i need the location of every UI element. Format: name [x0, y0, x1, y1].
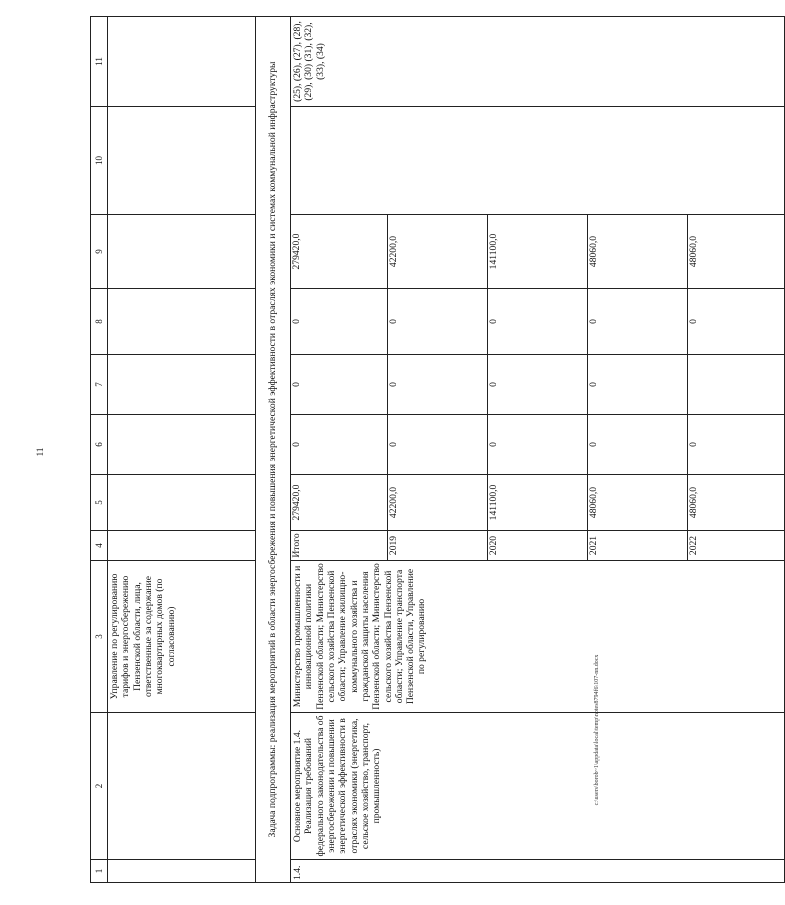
value-cell: 0 — [587, 355, 687, 414]
year-cell: 2022 — [687, 531, 784, 560]
years-list — [291, 531, 784, 560]
value-cell: 141100,0 — [488, 475, 588, 530]
col7-values — [291, 355, 784, 414]
value-cell: 279420,0 — [291, 233, 302, 270]
value-cell: 141100,0 — [488, 215, 588, 288]
value-cell: 48060,0 — [587, 475, 687, 530]
task-title: Задача подпрограммы: реализация мероприятий в области энергосбережения и повышения энергетической эффективности в отраслях экономики и системах коммунальной инфраструктуры — [256, 17, 291, 883]
value-cell: 48060,0 — [687, 475, 784, 530]
col-header: 6 — [91, 415, 108, 475]
measure-number: 1.4. — [291, 860, 785, 883]
col-header: 2 — [91, 713, 108, 860]
value-cell: 0 — [388, 289, 488, 354]
value-cell: 0 — [488, 289, 588, 354]
value-cell: 42200,0 — [388, 475, 488, 530]
col8-values — [291, 289, 784, 354]
col-header: 10 — [91, 107, 108, 215]
col-header: 9 — [91, 215, 108, 289]
value-cell: 0 — [687, 415, 784, 474]
value-cell: 0 — [291, 319, 302, 324]
col-header: 4 — [91, 531, 108, 561]
value-cell: 0 — [687, 289, 784, 354]
value-cell: 0 — [291, 382, 302, 387]
continuation-row — [108, 17, 256, 883]
measure-name: Основное мероприятие 1.4. Реализация требований федерального законодательства об энергосбережении и повышении энергетической эффективности в отраслях экономики (энергетика, сельское хозяйство, транспорт, промышленность) — [291, 713, 785, 860]
measure-row — [291, 17, 785, 883]
value-cell: 48060,0 — [587, 215, 687, 288]
continuation-executors: Управление по регулированию тарифов и энергосбережению Пензенской области, лица, ответственные за содержание многоквартирных домов (по согласованию) — [108, 561, 256, 713]
value-cell: 48060,0 — [687, 215, 784, 288]
col9-values — [291, 215, 784, 288]
col-header: 8 — [91, 289, 108, 355]
value-cell: 0 — [291, 442, 302, 447]
col-header: 11 — [91, 17, 108, 107]
value-cell: 42200,0 — [388, 215, 488, 288]
col-header: 5 — [91, 475, 108, 531]
col6-values — [291, 415, 784, 474]
year-cell: Итого — [291, 533, 302, 558]
col-header: 7 — [91, 355, 108, 415]
measure-executors: Министерство промышленности и инновационной политики Пензенской области; Министерство сельского хозяйства Пензенской области; Управление жилищно-коммунального хозяйства и гражданской защиты населения Пензенской области; Министерство сельского хозяйства Пензенской области; Управление транспорта Пензенской области, Управление по регулированию — [291, 561, 785, 713]
col5-values — [291, 475, 784, 530]
task-row — [256, 17, 291, 883]
program-table — [90, 16, 785, 883]
value-cell: 0 — [587, 289, 687, 354]
value-cell: 279420,0 — [291, 484, 302, 521]
year-cell: 2019 — [388, 531, 488, 560]
col-header: 3 — [91, 561, 108, 713]
value-cell — [687, 355, 784, 414]
footer-file-path: c:\users\borob~1\appdata\local\temp\notes8794f6\107-nn.docx — [594, 654, 600, 806]
value-cell: 0 — [488, 415, 588, 474]
indicator-refs: (25), (26), (27), (28), (29), (30) (31), (32), (33), (34) — [291, 17, 785, 107]
page-number: 11 — [35, 447, 45, 457]
col10-empty — [291, 107, 785, 215]
value-cell: 0 — [388, 415, 488, 474]
year-cell: 2020 — [488, 531, 588, 560]
col-header: 1 — [91, 860, 108, 883]
value-cell: 0 — [388, 355, 488, 414]
value-cell: 0 — [488, 355, 588, 414]
column-number-row — [91, 17, 108, 883]
year-cell: 2021 — [587, 531, 687, 560]
value-cell: 0 — [587, 415, 687, 474]
